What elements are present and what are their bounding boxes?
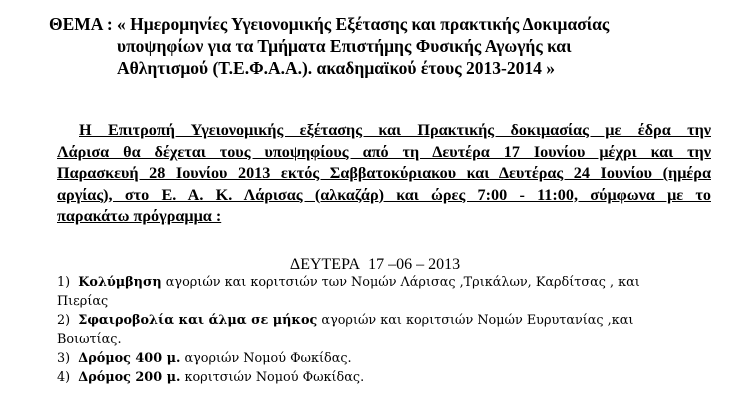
intro-line: Λάρισα θα δέχεται τους υποψηφίους από τη Δευτέρα 17 Ιουνίου μέχρι και την [57, 142, 711, 161]
item-text-continued: Πιερίας [57, 294, 109, 309]
item-number: 2) [57, 313, 71, 328]
list-item [57, 368, 717, 387]
day-heading [0, 255, 750, 275]
subject-heading [49, 13, 709, 79]
list-item [57, 273, 717, 311]
intro-line: παρακάτω πρόγραμμα : [57, 207, 222, 225]
intro-line: Η Επιτροπή Υγειονομικής εξέτασης και Πρακτικής δοκιμασίας με έδρα την [79, 121, 711, 139]
subject-line-1: ΘΕΜΑ : « Ημερομηνίες Υγειονομικής Εξέτασης και πρακτικής Δοκιμασίας [49, 14, 610, 34]
day-name: ΔΕΥΤΕΡΑ [289, 256, 361, 273]
item-event: Δρόμος 200 μ. [78, 370, 181, 385]
item-text: αγοριών και κοριτσιών Νομών Ευρυτανίας ,και [321, 313, 634, 328]
subject-line-2: υποψηφίων για τα Τμήματα Επιστήμης Φυσικής Αγωγής και [117, 36, 572, 56]
item-event: Σφαιροβολία και άλμα σε μήκος [78, 313, 318, 328]
subject-line-3: Αθλητισμού (Τ.Ε.Φ.Α.Α.). ακαδημαϊκού έτους 2013-2014 » [117, 58, 555, 78]
intro-line: αργίας), στο Ε. Α. Κ. Λάρισας (αλκαζάρ) και ώρες 7:00 - 11:00, σύμφωνα με το [57, 185, 711, 204]
day-date: 17 –06 – 2013 [368, 256, 461, 273]
item-number: 4) [57, 370, 71, 385]
item-event: Κολύμβηση [78, 275, 162, 290]
item-text: αγοριών και κοριτσιών των Νομών Λάρισας ,Τρικάλων, Καρδίτσας , και [165, 275, 640, 290]
schedule-list [57, 273, 717, 387]
intro-paragraph [57, 120, 711, 228]
item-text: κοριτσιών Νομού Φωκίδας. [184, 370, 365, 385]
intro-line: Παρασκευή 28 Ιουνίου 2013 εκτός Σαββατοκύριακου και Δευτέρας 24 Ιουνίου (ημέρα [57, 164, 711, 182]
item-text: αγοριών Νομού Φωκίδας. [184, 351, 352, 366]
list-item [57, 311, 717, 349]
item-number: 3) [57, 351, 71, 366]
list-item [57, 349, 717, 368]
item-text-continued: Βοιωτίας. [57, 332, 122, 347]
item-event: Δρόμος 400 μ. [78, 351, 181, 366]
item-number: 1) [57, 275, 71, 290]
